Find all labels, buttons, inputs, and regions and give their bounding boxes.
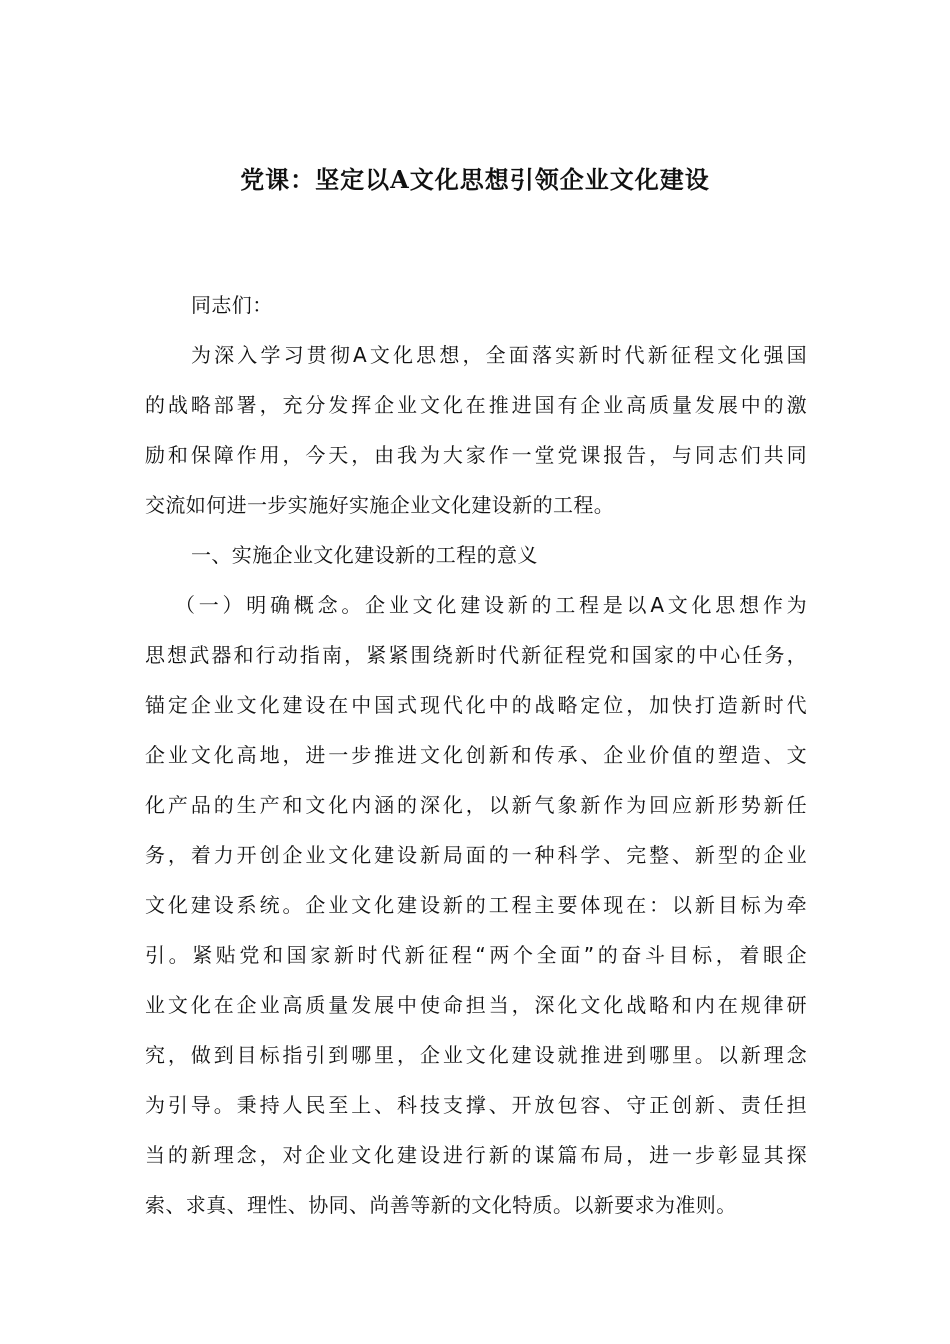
paragraph-2-line-7: 文化建设系统。企业文化建设新的工程主要体现在：以新目标为牵 xyxy=(145,893,807,917)
paragraph-2-line-9: 业文化在企业高质量发展中使命担当，深化文化战略和内在规律研 xyxy=(145,993,807,1017)
paragraph-2-line-6: 务，着力开创企业文化建设新局面的一种科学、完整、新型的企业 xyxy=(145,843,807,867)
paragraph-1-line-4: 交流如何进一步实施好实施企业文化建设新的工程。 xyxy=(145,493,615,517)
paragraph-2-line-5: 化产品的生产和文化内涵的深化，以新气象新作为回应新形势新任 xyxy=(145,793,807,817)
paragraph-1-line-2: 的战略部署，充分发挥企业文化在推进国有企业高质量发展中的激 xyxy=(145,393,807,417)
paragraph-2-line-13: 索、求真、理性、协同、尚善等新的文化特质。以新要求为准则。 xyxy=(145,1193,737,1217)
paragraph-2-line-8: 引。紧贴党和国家新时代新征程“两个全面”的奋斗目标，着眼企 xyxy=(145,943,807,967)
paragraph-1-line-3: 励和保障作用，今天，由我为大家作一堂党课报告，与同志们共同 xyxy=(145,443,807,467)
paragraph-1-line-1: 为深入学习贯彻A文化思想，全面落实新时代新征程文化强国 xyxy=(191,343,807,367)
greeting: 同志们： xyxy=(191,293,273,317)
paragraph-2-line-2: 思想武器和行动指南，紧紧围绕新时代新征程党和国家的中心任务， xyxy=(145,643,807,667)
paragraph-2-line-1: （一）明确概念。企业文化建设新的工程是以A文化思想作为 xyxy=(175,593,807,617)
paragraph-2-line-10: 究，做到目标指引到哪里，企业文化建设就推进到哪里。以新理念 xyxy=(145,1043,807,1067)
document-title: 党课：坚定以A文化思想引领企业文化建设 xyxy=(240,165,710,194)
paragraph-2-line-4: 企业文化高地，进一步推进文化创新和传承、企业价值的塑造、文 xyxy=(145,743,807,767)
paragraph-2-line-12: 当的新理念，对企业文化建设进行新的谋篇布局，进一步彰显其探 xyxy=(145,1143,807,1167)
paragraph-2-line-11: 为引导。秉持人民至上、科技支撑、开放包容、守正创新、责任担 xyxy=(145,1093,807,1117)
section-1-heading: 一、实施企业文化建设新的工程的意义 xyxy=(191,543,538,567)
document-body xyxy=(145,280,807,1230)
paragraph-2-line-3: 锚定企业文化建设在中国式现代化中的战略定位，加快打造新时代 xyxy=(145,693,807,717)
